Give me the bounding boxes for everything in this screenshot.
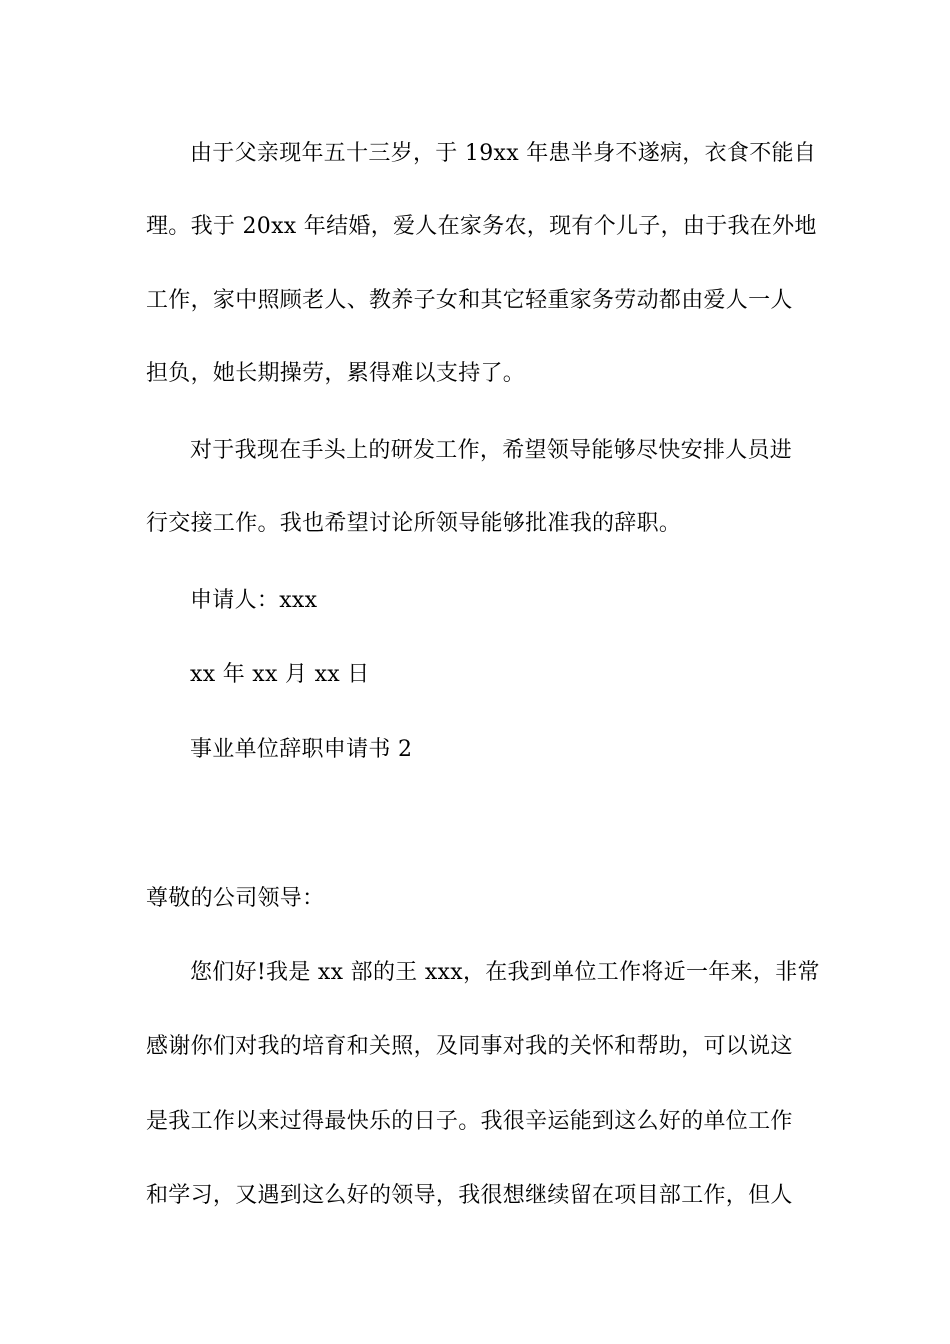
date-line: xx 年 xx 月 xx 日 xyxy=(190,662,370,687)
paragraph-1-line-4: 担负，她长期操劳，累得难以支持了。 xyxy=(146,361,526,386)
section-title: 事业单位辞职申请书 2 xyxy=(190,737,413,762)
salutation: 尊敬的公司领导： xyxy=(146,886,325,911)
body2-line-4: 和学习，又遇到这么好的领导，我很想继续留在项目部工作，但人 xyxy=(146,1183,793,1208)
paragraph-1-line-2: 理。我于 20xx 年结婚，爱人在家务农，现有个儿子，由于我在外地 xyxy=(146,214,817,239)
body2-line-3: 是我工作以来过得最快乐的日子。我很辛运能到这么好的单位工作 xyxy=(146,1109,793,1134)
paragraph-2-line-2: 行交接工作。我也希望讨论所领导能够批准我的辞职。 xyxy=(146,511,682,536)
body2-line-1: 您们好!我是 xx 部的王 xxx，在我到单位工作将近一年来，非常 xyxy=(190,960,820,985)
paragraph-1-line-1: 由于父亲现年五十三岁，于 19xx 年患半身不遂病，衣食不能自 xyxy=(190,141,817,166)
applicant-line: 申请人：xxx xyxy=(190,588,318,613)
paragraph-1-line-3: 工作，家中照顾老人、教养子女和其它轻重家务劳动都由爱人一人 xyxy=(146,288,793,313)
body2-line-2: 感谢你们对我的培育和关照，及同事对我的关怀和帮助，可以说这 xyxy=(146,1034,793,1059)
paragraph-2-line-1: 对于我现在手头上的研发工作，希望领导能够尽快安排人员进 xyxy=(190,438,793,463)
